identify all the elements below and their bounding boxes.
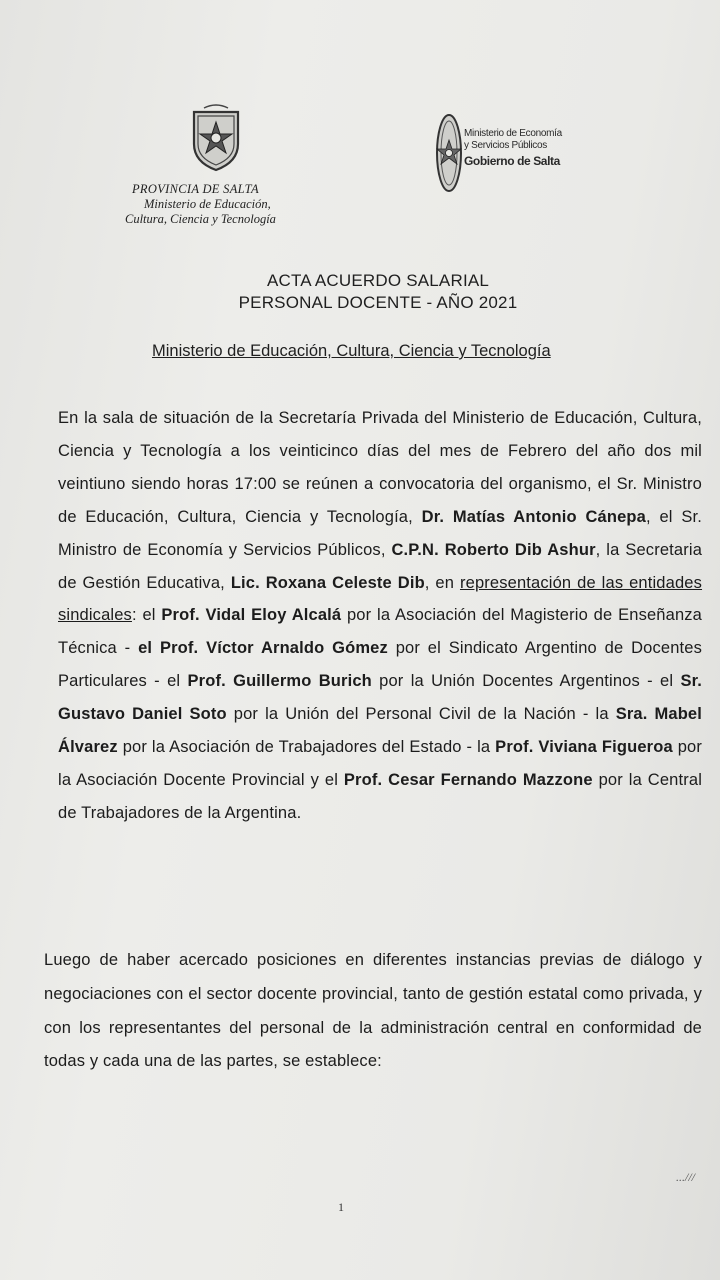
text-run: por la Asociación de Trabajadores del Estado - la <box>122 738 491 757</box>
name-canepa: Dr. Matías Antonio Cánepa <box>421 507 646 526</box>
paragraph-attendees <box>58 402 702 830</box>
economy-ministry-line-2: y Servicios Públicos <box>464 140 547 151</box>
ministry-line-1: Ministerio de Educación, <box>144 197 271 211</box>
text-run: por la Central de Trabajadores de la Argentina. <box>58 770 703 822</box>
name-soto: Sr. Gustavo Daniel Soto <box>58 672 703 724</box>
ministry-line-2: Cultura, Ciencia y Tecnología <box>125 212 276 226</box>
text-run: : el <box>131 606 156 625</box>
text-run: En la sala de situación de la Secretaría Privada del Ministerio de Educación, Cultura, Ciencia y Tecnología a los veinticinco días del mes de Febrero del año dos mil veintiuno siendo horas 17:00 se reúnen a convocatoria del organismo, el Sr. Ministro de Educación, Cultura, Ciencia y Tecnología, <box>58 409 702 526</box>
continuation-marker: .../// <box>676 1170 696 1184</box>
text-run: , el Sr. Ministro de Economía y Servicios Públicos, <box>58 507 703 559</box>
header-economy-block <box>464 128 584 170</box>
text-run: por la Unión Docentes Argentinos - el <box>379 672 674 691</box>
gobierno-de-salta-label: Gobierno de Salta <box>464 154 560 168</box>
province-name: PROVINCIA DE SALTA <box>132 182 259 196</box>
page-number: 1 <box>338 1200 344 1214</box>
name-mazzone: Prof. Cesar Fernando Mazzone <box>343 770 593 789</box>
text-run: por la Asociación Docente Provincial y el <box>58 738 703 789</box>
name-figueroa: Prof. Viviana Figueroa <box>495 738 673 757</box>
economy-ministry-line-1: Ministerio de Economía <box>464 128 562 139</box>
text-run: , en <box>424 573 455 592</box>
text-run: por la Asociación del Magisterio de Enseñanza Técnica - <box>58 606 703 658</box>
header-province-block <box>120 182 320 227</box>
title-line-1: ACTA ACUERDO SALARIAL <box>266 271 490 290</box>
name-gomez: el Prof. Víctor Arnaldo Gómez <box>138 639 388 658</box>
paragraph-agreement-intro: Luego de haber acercado posiciones en diferentes instancias previas de diálogo y negociaciones con el sector docente provincial, tanto de gestión estatal como privada, y con los representantes del personal de la administración central en conformidad de todas y cada una de las partes, se establece: <box>44 951 702 1071</box>
underlined-phrase: representación de las entidades sindicales <box>58 573 703 625</box>
text-run: , la Secretaria de Gestión Educativa, <box>58 540 703 592</box>
text-run: por la Unión del Personal Civil de la Nación - la <box>233 705 609 724</box>
provincia-de-salta-coat-of-arms-icon <box>188 104 244 174</box>
ministry-heading: Ministerio de Educación, Cultura, Ciencia y Tecnología <box>152 342 551 360</box>
document-title <box>0 270 720 314</box>
title-line-2: PERSONAL DOCENTE - AÑO 2021 <box>238 293 518 312</box>
name-burich: Prof. Guillermo Burich <box>187 672 372 691</box>
name-dib-ashur: C.P.N. Roberto Dib Ashur <box>391 540 596 559</box>
name-alvarez: Sra. Mabel Álvarez <box>58 705 702 757</box>
gobierno-de-salta-emblem-icon <box>434 110 464 196</box>
name-roxana-dib: Lic. Roxana Celeste Dib <box>230 573 425 592</box>
text-run: por el Sindicato Argentino de Docentes Particulares - el <box>58 639 703 691</box>
name-alcala: Prof. Vidal Eloy Alcalá <box>161 606 342 625</box>
